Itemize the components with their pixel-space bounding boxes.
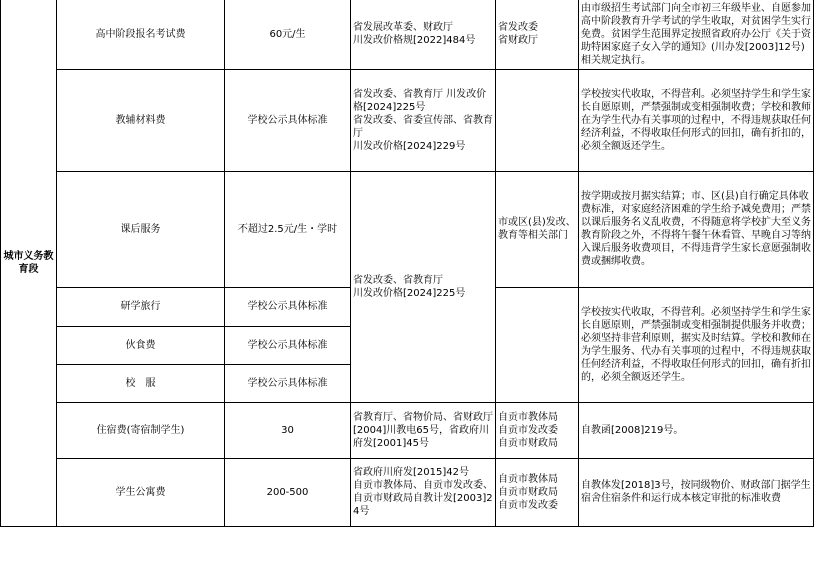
fee-name-cell: 伙食费 — [57, 326, 225, 364]
fee-standard-cell: 不超过2.5元/生・学时 — [225, 171, 351, 287]
fee-standard-cell: 学校公示具体标准 — [225, 364, 351, 402]
note-cell: 由市级招生考试部门向全市初三年级毕业、自愿参加高中阶段教育升学考试的学生收取，对贫困学生实行免费。贫困学生范围界定按照省政府办公厅《关于资助特困家庭子女入学的通知》(川办发[2003]12号)相关规定执行。 — [579, 0, 814, 69]
department-cell: 市或区(县)发改、教育等相关部门 — [496, 171, 579, 287]
fee-name-cell: 教辅材料费 — [57, 69, 225, 171]
fee-standard-cell: 30 — [225, 402, 351, 458]
department-cell: 自贡市教体局 自贡市财政局 自贡市发改委 — [496, 458, 579, 526]
shared-note-cell: 学校按实代收取，不得营利。必须坚持学生和学生家长自愿原则，严禁强制或变相强制提供服务并收费；必须坚持非营利原则，据实及时结算。学校和教师在为学生服务、代办有关事项的过程中，不得违规获取任何经济利益，不得收取任何形式的回扣，确有折扣的，必须全额返还学生。 — [579, 287, 814, 402]
shared-basis-cell: 省发改委、省教育厅 川发改价格[2024]225号 — [351, 171, 496, 402]
department-cell — [496, 69, 579, 171]
fee-name-cell: 学生公寓费 — [57, 458, 225, 526]
department-cell: 自贡市教体局 自贡市发改委 自贡市财政局 — [496, 402, 579, 458]
department-cell-empty — [496, 287, 579, 402]
fee-standard-cell: 200-500 — [225, 458, 351, 526]
fee-name-cell: 研学旅行 — [57, 287, 225, 326]
basis-cell: 省政府川府发[2015]42号 自贡市教体局、自贡市发改委、自贡市财政局自教计发[2003]24号 — [351, 458, 496, 526]
fee-standard-cell: 学校公示具体标准 — [225, 69, 351, 171]
table-row — [1, 171, 814, 287]
category-cell: 城市义务教育段 — [1, 0, 57, 526]
table-row — [1, 0, 814, 69]
basis-cell: 省发改委、省教育厅 川发改价格[2024]225号 省发改委、省委宣传部、省教育厅 川发改价格[2024]229号 — [351, 69, 496, 171]
fee-standard-cell: 学校公示具体标准 — [225, 287, 351, 326]
fee-name-cell: 高中阶段报名考试费 — [57, 0, 225, 69]
note-cell: 学校按实代收取，不得营利。必须坚持学生和学生家长自愿原则，严禁强制或变相强制收费；学校和教师在为学生代办有关事项的过程中，不得违规获取任何经济利益，不得收取任何形式的回扣，确有折扣的，必须全额返还学生。 — [579, 69, 814, 171]
note-cell: 自教体发[2018]3号，按同级物价、财政部门据学生宿舍住宿条件和运行成本核定审批的标准收费 — [579, 458, 814, 526]
note-cell: 自教函[2008]219号。 — [579, 402, 814, 458]
note-cell: 按学期或按月据实结算；市、区(县)自行确定具体收费标准，对家庭经济困难的学生给予减免费用；严禁以课后服务名义乱收费，不得随意将学校扩大至义务教育阶段之外，不得将午餐午休看管、早晚自习等纳入课后服务收费项目，不得违背学生家长意愿强制收费或捆绑收费。 — [579, 171, 814, 287]
fee-name-cell: 校 服 — [57, 364, 225, 402]
fee-name-cell: 课后服务 — [57, 171, 225, 287]
table-row — [1, 402, 814, 458]
fee-standard-cell: 学校公示具体标准 — [225, 326, 351, 364]
fee-name-cell: 住宿费(寄宿制学生) — [57, 402, 225, 458]
department-cell: 省发改委 省财政厅 — [496, 0, 579, 69]
fee-standard-cell: 60元/生 — [225, 0, 351, 69]
table-row — [1, 458, 814, 526]
basis-cell: 省教育厅、省物价局、省财政厅[2004]川教电65号，省政府川府发[2001]45号 — [351, 402, 496, 458]
basis-cell: 省发展改革委、财政厅 川发改价格规[2022]484号 — [351, 0, 496, 69]
table-row — [1, 69, 814, 171]
